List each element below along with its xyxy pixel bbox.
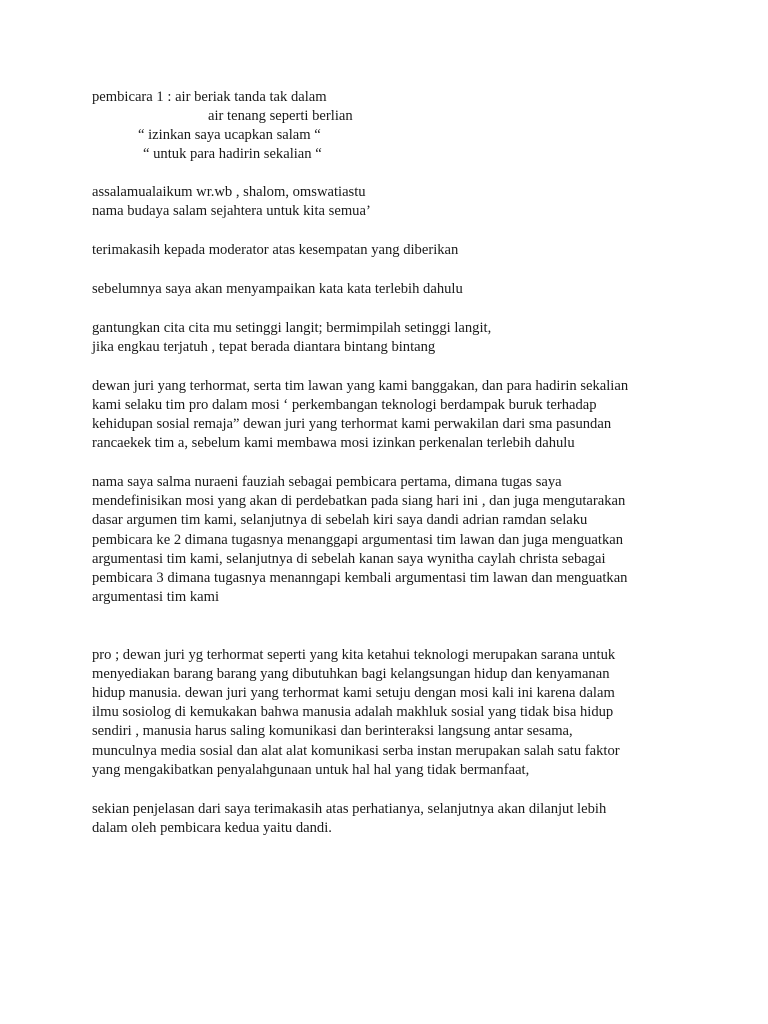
pro-line-2: menyediakan barang barang yang dibutuhkan bagi kelangsungan hidup dan kenyamanan [92, 666, 610, 682]
intro-line-4: rancaekek tim a, sebelum kami membawa mosi izinkan perkenalan terlebih dahulu [92, 435, 575, 451]
intro-line-1: dewan juri yang terhormat, serta tim lawan yang kami banggakan, dan para hadirin sekalian [92, 378, 629, 394]
team-line-6: pembicara 3 dimana tugasnya menanngapi kembali argumentasi tim lawan dan menguatkan [92, 570, 628, 586]
team-line-2: mendefinisikan mosi yang akan di perdebatkan pada siang hari ini , dan juga mengutarakan [92, 493, 626, 509]
opening-line-4: “ untuk para hadirin sekalian “ [143, 146, 322, 162]
opening-line-1: pembicara 1 : air beriak tanda tak dalam [92, 89, 327, 105]
thanks-line: terimakasih kepada moderator atas kesempatan yang diberikan [92, 242, 459, 258]
closing-line-1: sekian penjelasan dari saya terimakasih atas perhatianya, selanjutnya akan dilanjut lebih [92, 801, 607, 817]
quote-line-2: jika engkau terjatuh , tepat berada diantara bintang bintang [92, 339, 436, 355]
team-line-4: pembicara ke 2 dimana tugasnya menanggapi argumentasi tim lawan dan juga menguatkan [92, 532, 624, 548]
opening-line-2: air tenang seperti berlian [208, 108, 353, 124]
pro-line-6: munculnya media sosial dan alat alat komunikasi serba instan merupakan salah satu faktor [92, 743, 620, 759]
team-line-1: nama saya salma nuraeni fauziah sebagai pembicara pertama, dimana tugas saya [92, 474, 562, 490]
greeting-line-2: nama budaya salam sejahtera untuk kita semua’ [92, 203, 371, 219]
pro-line-3: hidup manusia. dewan juri yang terhormat kami setuju dengan mosi kali ini karena dalam [92, 685, 615, 701]
intro-line-2: kami selaku tim pro dalam mosi ‘ perkembangan teknologi berdampak buruk terhadap [92, 397, 597, 413]
team-line-7: argumentasi tim kami [92, 589, 219, 605]
pro-line-7: yang mengakibatkan penyalahgunaan untuk hal hal yang tidak bermanfaat, [92, 762, 530, 778]
closing-line-2: dalam oleh pembicara kedua yaitu dandi. [92, 820, 332, 836]
intro-line-3: kehidupan sosial remaja” dewan juri yang terhormat kami perwakilan dari sma pasundan [92, 416, 612, 432]
team-line-5: argumentasi tim kami, selanjutnya di sebelah kanan saya wynitha caylah christa sebagai [92, 551, 606, 567]
pro-line-5: sendiri , manusia harus saling komunikasi dan berinteraksi langsung antar sesama, [92, 723, 573, 739]
pro-line-1: pro ; dewan juri yg terhormat seperti yang kita ketahui teknologi merupakan sarana untuk [92, 647, 616, 663]
pre-words-line: sebelumnya saya akan menyampaikan kata kata terlebih dahulu [92, 281, 463, 297]
greeting-line-1: assalamualaikum wr.wb , shalom, omswatiastu [92, 184, 366, 200]
quote-line-1: gantungkan cita cita mu setinggi langit; bermimpilah setinggi langit, [92, 320, 492, 336]
pro-line-4: ilmu sosiolog di kemukakan bahwa manusia adalah makhluk sosial yang tidak bisa hidup [92, 704, 614, 720]
team-line-3: dasar argumen tim kami, selanjutnya di sebelah kiri saya dandi adrian ramdan selaku [92, 512, 588, 528]
opening-line-3: “ izinkan saya ucapkan salam “ [138, 127, 321, 143]
